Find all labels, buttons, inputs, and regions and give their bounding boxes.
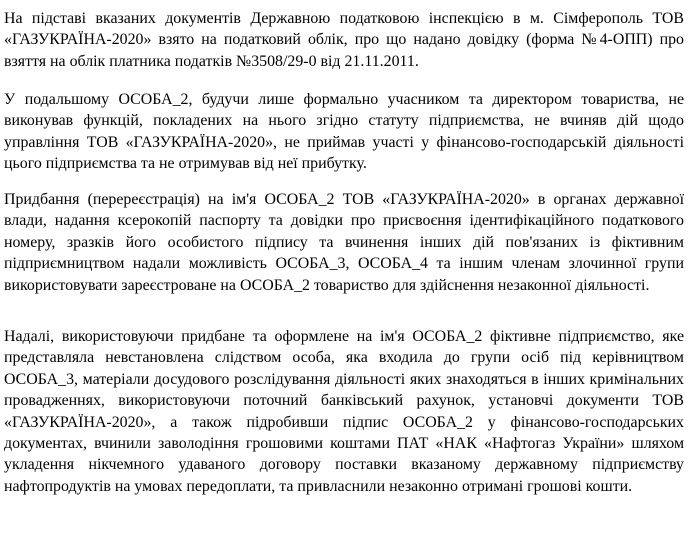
- paragraph-fraud-scheme: Надалі, використовуючи придбане та оформлене на ім'я ОСОБА_2 фіктивне підприємство, яке представляла невстановлена слідством особа, яка входила до групи осіб під керівництвом ОСОБА_3, матеріали досудового розслідування діяльності яких знаходяться в інших кримінальних провадженнях, використовуючи поточний банківський рахунок, установчі документи ТОВ «ГАЗУКРАЇНА-2020», а також підробивши підпис ОСОБА_2 у фінансово-господарських документах, вчинили заволодіння грошовими коштами ПАТ «НАК «Нафтогаз України» шляхом укладення нікчемного удаваного договору поставки вказаному державному підприємству нафтопродуктів на умовах передоплати, та привласнили незаконно отримані грошові кошти.: [4, 328, 684, 495]
- paragraph-company-acquisition: Придбання (перереєстрація) на ім'я ОСОБА_2 ТОВ «ГАЗУКРАЇНА-2020» в органах державної влади, надання ксерокопій паспорту та довідки про присвоєння ідентифікаційного податкового номеру, зразків його особистого підпису та вчинення інших дій пов'язаних із фіктивним підприємництвом надали можливість ОСОБА_3, ОСОБА_4 та іншим членам злочинної групи використовувати зареєстроване на ОСОБА_2 товариство для здійснення незаконної діяльності.: [4, 191, 684, 294]
- paragraph-formal-director: У подальшому ОСОБА_2, будучи лише формально учасником та директором товариства, не виконував функцій, покладених на нього згідно статуту підприємства, не вчиняв дій щодо управління ТОВ «ГАЗУКРАЇНА-2020», не приймав участі у фінансово-господарській діяльності цього підприємства та не отримував від неї прибутку.: [4, 91, 684, 173]
- paragraph-tax-registration: На підставі вказаних документів Державною податковою інспекцією в м. Сімферополь ТОВ «ГАЗУКРАЇНА-2020» взято на податковий облік, про що надано довідку (форма №4-ОПП) про взяття на облік платника податків №3508/29-0 від 21.11.2011.: [4, 10, 684, 70]
